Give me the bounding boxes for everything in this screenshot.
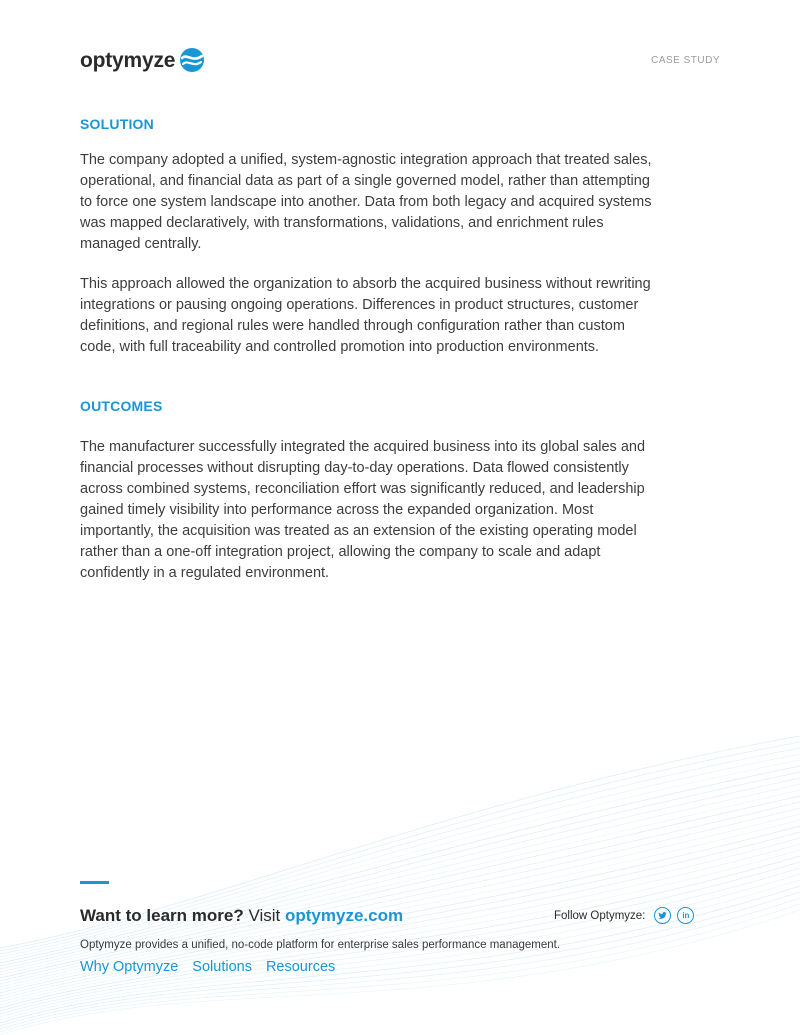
footer-nav bbox=[80, 959, 335, 975]
footer-link-why-optymyze[interactable]: Why Optymyze bbox=[80, 959, 179, 975]
website-link[interactable]: optymyze.com bbox=[285, 906, 404, 925]
solution-paragraph-2: This approach allowed the organization to absorb the acquired business without rewriting integrations or pausing ongoing operations. Differences in product structures, customer definitions, and regional rules were handled through configuration rather than custom code, with full traceability and controlled promotion into production environments. bbox=[80, 276, 651, 355]
solution-paragraph-1: The company adopted a unified, system-agnostic integration approach that treated sales, operational, and financial data as part of a single governed model, rather than attempting to force one system landscape into another. Data from both legacy and acquired systems was mapped declaratively, with transformations, validations, and enrichment rules managed centrally. bbox=[80, 152, 652, 252]
learn-more-line bbox=[80, 906, 403, 926]
company-tagline: Optymyze provides a unified, no-code platform for enterprise sales performance management. bbox=[80, 939, 561, 951]
follow-social bbox=[554, 907, 694, 924]
document-type-label: CASE STUDY bbox=[651, 55, 720, 66]
learn-more-heading: Want to learn more? bbox=[80, 906, 244, 925]
footer-link-resources[interactable]: Resources bbox=[265, 959, 336, 975]
logo-text: optymyze bbox=[80, 48, 176, 72]
twitter-icon[interactable] bbox=[654, 907, 671, 924]
visit-label: Visit bbox=[248, 906, 281, 925]
optymyze-logo[interactable] bbox=[80, 44, 205, 76]
follow-label: Follow Optymyze: bbox=[554, 909, 646, 922]
outcomes-heading: OUTCOMES bbox=[80, 398, 163, 414]
logo-wave-icon bbox=[179, 47, 205, 73]
outcomes-paragraph: The manufacturer successfully integrated the acquired business into its global sales and financial processes without disrupting day-to-day operations. Data flowed consistently across combined systems, reconciliation effort was significantly reduced, and leadership gained timely visibility into performance across the expanded organization. Most importantly, the acquisition was treated as an extension of the existing operating model rather than a one-off integration project, allowing the company to scale and adapt confidently in a regulated environment. bbox=[80, 439, 646, 581]
footer-link-solutions[interactable]: Solutions bbox=[192, 959, 252, 975]
linkedin-icon[interactable]: in bbox=[677, 907, 694, 924]
footer-accent-line bbox=[80, 881, 109, 884]
solution-heading: SOLUTION bbox=[80, 116, 154, 132]
